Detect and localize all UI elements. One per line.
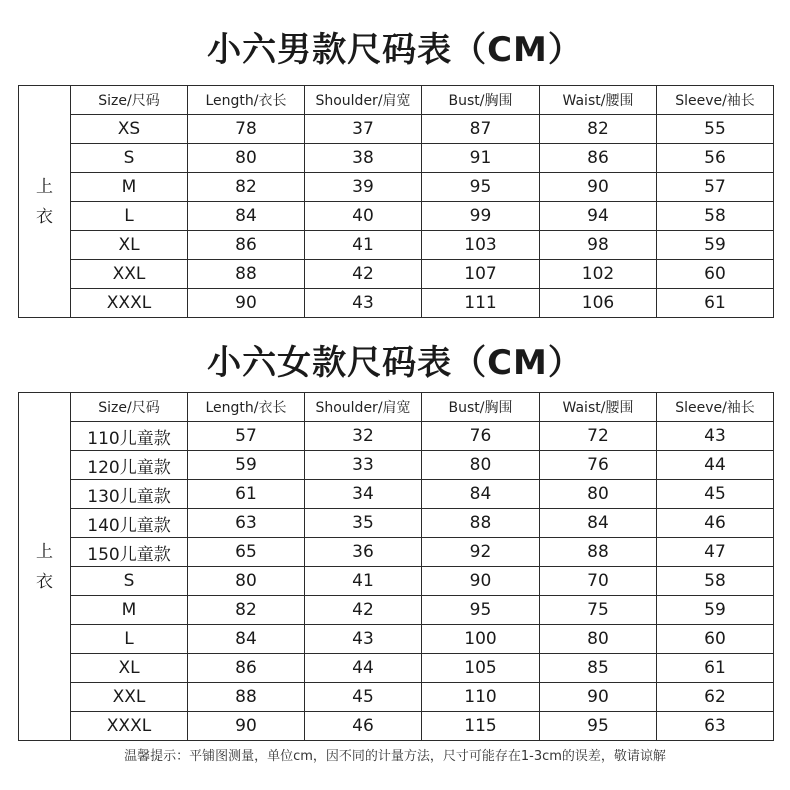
measurement-cell: 99 [422,202,540,231]
measurement-cell: 47 [657,538,774,567]
measurement-cell: 84 [188,202,305,231]
category-label [19,86,71,318]
size-cell: XXXL [71,712,188,741]
measurement-cell: 95 [422,173,540,202]
table-row [19,538,774,567]
column-header: Sleeve/袖长 [657,393,774,422]
measurement-note: 温馨提示：平铺图测量，单位cm，因不同的计量方法，尺寸可能存在1-3cm的误差，敬请谅解 [124,749,666,764]
measurement-cell: 92 [422,538,540,567]
measurement-cell: 86 [188,654,305,683]
size-cell: L [71,202,188,231]
measurement-cell: 82 [540,115,657,144]
measurement-cell: 84 [188,625,305,654]
measurement-cell: 37 [305,115,422,144]
measurement-cell: 56 [657,144,774,173]
measurement-cell: 41 [305,231,422,260]
measurement-cell: 61 [657,289,774,318]
measurement-cell: 90 [540,683,657,712]
measurement-cell: 38 [305,144,422,173]
measurement-cell: 58 [657,202,774,231]
measurement-cell: 80 [188,144,305,173]
measurement-cell: 62 [657,683,774,712]
measurement-cell: 86 [188,231,305,260]
column-header: Length/衣长 [188,86,305,115]
measurement-cell: 80 [540,480,657,509]
measurement-cell: 42 [305,260,422,289]
measurement-cell: 85 [540,654,657,683]
size-cell: XS [71,115,188,144]
measurement-cell: 84 [422,480,540,509]
measurement-cell: 34 [305,480,422,509]
measurement-cell: 78 [188,115,305,144]
measurement-cell: 94 [540,202,657,231]
measurement-cell: 61 [657,654,774,683]
measurement-cell: 57 [657,173,774,202]
column-header: Shoulder/肩宽 [305,393,422,422]
column-header: Size/尺码 [71,393,188,422]
measurement-cell: 90 [188,712,305,741]
measurement-cell: 76 [540,451,657,480]
column-header: Length/衣长 [188,393,305,422]
measurement-cell: 63 [657,712,774,741]
column-header: Waist/腰围 [540,86,657,115]
measurement-cell: 33 [305,451,422,480]
category-label-char: 上 [36,176,53,197]
measurement-cell: 36 [305,538,422,567]
measurement-cell: 55 [657,115,774,144]
measurement-cell: 43 [657,422,774,451]
measurement-cell: 90 [422,567,540,596]
men-size-chart-title: 小六男款尺码表（CM） [207,30,583,70]
table-row [19,480,774,509]
measurement-cell: 87 [422,115,540,144]
measurement-cell: 44 [657,451,774,480]
table-row [19,567,774,596]
measurement-cell: 46 [305,712,422,741]
column-header: Size/尺码 [71,86,188,115]
measurement-cell: 103 [422,231,540,260]
size-cell: M [71,596,188,625]
table-row [19,654,774,683]
measurement-cell: 58 [657,567,774,596]
measurement-cell: 91 [422,144,540,173]
measurement-cell: 90 [188,289,305,318]
measurement-cell: 110 [422,683,540,712]
column-header: Sleeve/袖长 [657,86,774,115]
measurement-cell: 86 [540,144,657,173]
measurement-cell: 45 [657,480,774,509]
measurement-cell: 88 [188,683,305,712]
size-cell: XXL [71,683,188,712]
measurement-cell: 90 [540,173,657,202]
measurement-cell: 115 [422,712,540,741]
measurement-cell: 46 [657,509,774,538]
column-header: Bust/胸围 [422,393,540,422]
measurement-cell: 84 [540,509,657,538]
measurement-cell: 111 [422,289,540,318]
size-cell: XL [71,231,188,260]
table-row [19,260,774,289]
measurement-cell: 106 [540,289,657,318]
table-row [19,683,774,712]
measurement-cell: 107 [422,260,540,289]
table-row [19,422,774,451]
size-cell: 120儿童款 [71,451,188,480]
size-cell: 130儿童款 [71,480,188,509]
measurement-cell: 82 [188,173,305,202]
measurement-cell: 40 [305,202,422,231]
measurement-cell: 88 [188,260,305,289]
table-row [19,144,774,173]
size-cell: 150儿童款 [71,538,188,567]
measurement-cell: 39 [305,173,422,202]
table-row [19,231,774,260]
measurement-cell: 65 [188,538,305,567]
size-cell: XXXL [71,289,188,318]
women-size-table [18,392,774,741]
table-row [19,712,774,741]
measurement-cell: 80 [422,451,540,480]
measurement-cell: 105 [422,654,540,683]
table-row [19,596,774,625]
category-label-char: 衣 [36,571,53,592]
size-cell: S [71,144,188,173]
table-row [19,115,774,144]
measurement-cell: 44 [305,654,422,683]
measurement-cell: 35 [305,509,422,538]
size-cell: 110儿童款 [71,422,188,451]
category-label-char: 衣 [36,206,53,227]
table-row [19,202,774,231]
measurement-cell: 72 [540,422,657,451]
measurement-cell: 70 [540,567,657,596]
measurement-cell: 60 [657,260,774,289]
measurement-cell: 42 [305,596,422,625]
measurement-cell: 98 [540,231,657,260]
measurement-cell: 88 [422,509,540,538]
measurement-cell: 59 [657,231,774,260]
measurement-cell: 80 [188,567,305,596]
measurement-cell: 100 [422,625,540,654]
measurement-cell: 59 [188,451,305,480]
size-cell: S [71,567,188,596]
measurement-cell: 95 [540,712,657,741]
column-header: Waist/腰围 [540,393,657,422]
table-row [19,451,774,480]
header-row [19,86,774,115]
size-cell: XL [71,654,188,683]
measurement-cell: 45 [305,683,422,712]
measurement-cell: 80 [540,625,657,654]
size-cell: M [71,173,188,202]
measurement-cell: 88 [540,538,657,567]
table-row [19,509,774,538]
category-label [19,393,71,741]
measurement-cell: 82 [188,596,305,625]
measurement-cell: 43 [305,289,422,318]
measurement-cell: 41 [305,567,422,596]
table-row [19,289,774,318]
measurement-cell: 102 [540,260,657,289]
measurement-cell: 61 [188,480,305,509]
table-row [19,625,774,654]
size-cell: XXL [71,260,188,289]
measurement-cell: 95 [422,596,540,625]
measurement-cell: 59 [657,596,774,625]
size-cell: 140儿童款 [71,509,188,538]
measurement-cell: 57 [188,422,305,451]
header-row [19,393,774,422]
column-header: Shoulder/肩宽 [305,86,422,115]
measurement-cell: 76 [422,422,540,451]
measurement-cell: 43 [305,625,422,654]
column-header: Bust/胸围 [422,86,540,115]
women-size-chart-title: 小六女款尺码表（CM） [207,343,583,383]
size-cell: L [71,625,188,654]
measurement-cell: 75 [540,596,657,625]
men-size-table [18,85,774,318]
table-row [19,173,774,202]
category-label-char: 上 [36,541,53,562]
measurement-cell: 63 [188,509,305,538]
measurement-cell: 60 [657,625,774,654]
measurement-cell: 32 [305,422,422,451]
